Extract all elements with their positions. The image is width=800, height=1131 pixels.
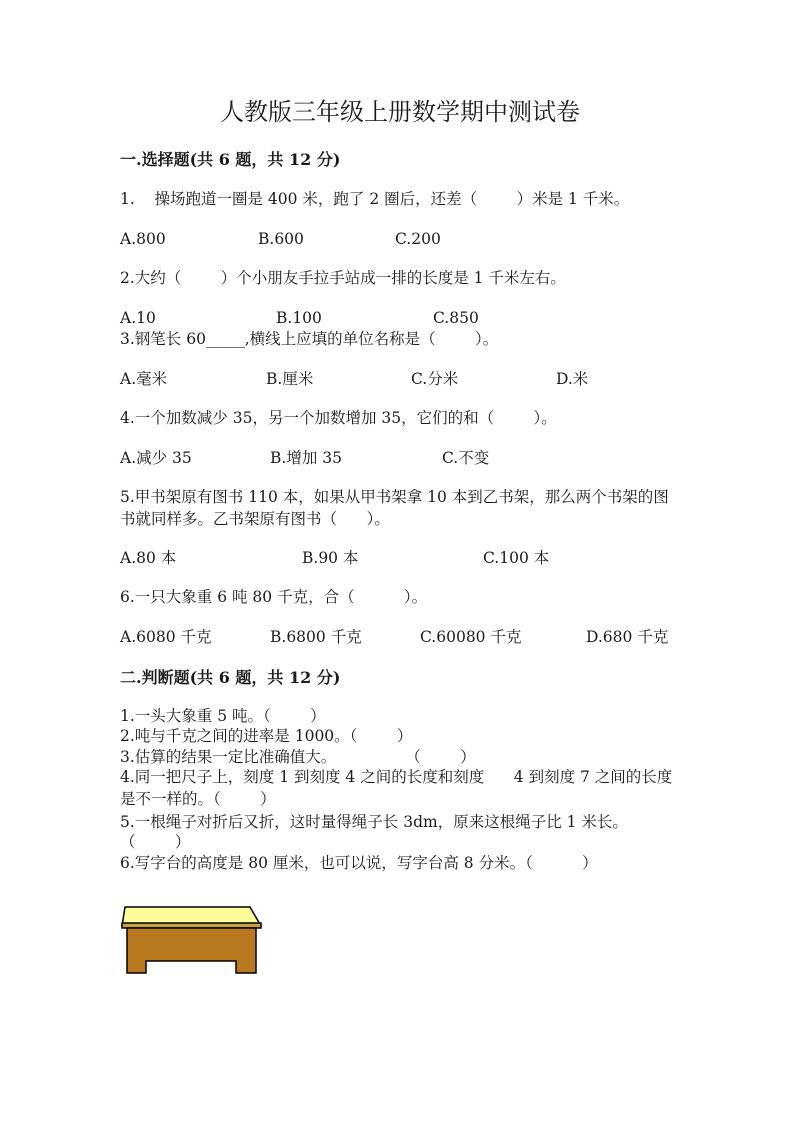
section-heading-choice: 一.选择题(共 6 题，共 12 分): [120, 150, 341, 169]
question-6-option-d: D.680 千克: [586, 628, 669, 646]
question-3-option-a: A.毫米: [120, 370, 168, 388]
question-6-option-b: B.6800 千克: [270, 628, 362, 646]
question-3-option-b: B.厘米: [266, 370, 314, 388]
page-title: 人教版三年级上册数学期中测试卷: [220, 98, 580, 126]
question-2-option-b: B.100: [276, 309, 322, 327]
question-4-option-a: A.减少 35: [120, 449, 192, 467]
judgement-item: 2.吨与千克之间的进率是 1000。（ ）: [120, 727, 413, 745]
question-4-option-c: C.不变: [442, 449, 490, 467]
question-1-option-a: A.800: [120, 230, 166, 248]
section-heading-judgement: 二.判断题(共 6 题，共 12 分): [120, 668, 341, 687]
question-5-option-a: A.80 本: [120, 549, 177, 567]
judgement-item: 5.一根绳子对折后又折，这时量得绳子长 3dm，原来这根绳子比 1 米长。: [120, 813, 628, 831]
question-3-option-c: C.分米: [411, 370, 459, 388]
question-6-stem: 6.一只大象重 6 吨 80 千克，合（ ）。: [120, 588, 428, 606]
question-3-stem: 3.钢笔长 60_____,横线上应填的单位名称是（ ）。: [120, 330, 499, 348]
question-2-option-a: A.10: [120, 309, 156, 327]
judgement-item-continued: （ ）: [120, 833, 191, 851]
question-2-option-c: C.850: [433, 309, 479, 327]
question-6-option-a: A.6080 千克: [120, 628, 212, 646]
question-5-stem-line-2: 书就同样多。乙书架原有图书（ ）。: [120, 510, 390, 528]
judgement-item: 1.一头大象重 5 吨。（ ）: [120, 707, 326, 725]
question-5-stem-line-1: 5.甲书架原有图书 110 本，如果从甲书架拿 10 本到乙书架，那么两个书架的图: [120, 488, 669, 506]
judgement-item: 4.同一把尺子上，刻度 1 到刻度 4 之间的长度和刻度 4 到刻度 7 之间的长度: [120, 768, 673, 786]
question-5-option-c: C.100 本: [483, 549, 550, 567]
desk-body: [127, 928, 256, 973]
judgement-item: 3.估算的结果一定比准确值大。 （ ）: [120, 748, 476, 766]
judgement-item-continued: 是不一样的。（ ）: [120, 790, 276, 808]
question-1-stem: 1. 操场跑道一圈是 400 米，跑了 2 圈后，还差（ ）米是 1 千米。: [120, 190, 630, 208]
question-2-stem: 2.大约（ ）个小朋友手拉手站成一排的长度是 1 千米左右。: [120, 269, 566, 287]
question-4-option-b: B.增加 35: [270, 449, 342, 467]
question-4-stem: 4.一个加数减少 35，另一个加数增加 35，它们的和（ ）。: [120, 409, 557, 427]
desk-illustration: [121, 906, 266, 978]
question-1-option-b: B.600: [258, 230, 304, 248]
question-3-option-d: D.米: [556, 370, 589, 388]
question-1-option-c: C.200: [395, 230, 441, 248]
question-5-option-b: B.90 本: [302, 549, 359, 567]
judgement-item: 6.写字台的高度是 80 厘米，也可以说，写字台高 8 分米。（ ）: [120, 854, 598, 872]
question-6-option-c: C.60080 千克: [420, 628, 522, 646]
